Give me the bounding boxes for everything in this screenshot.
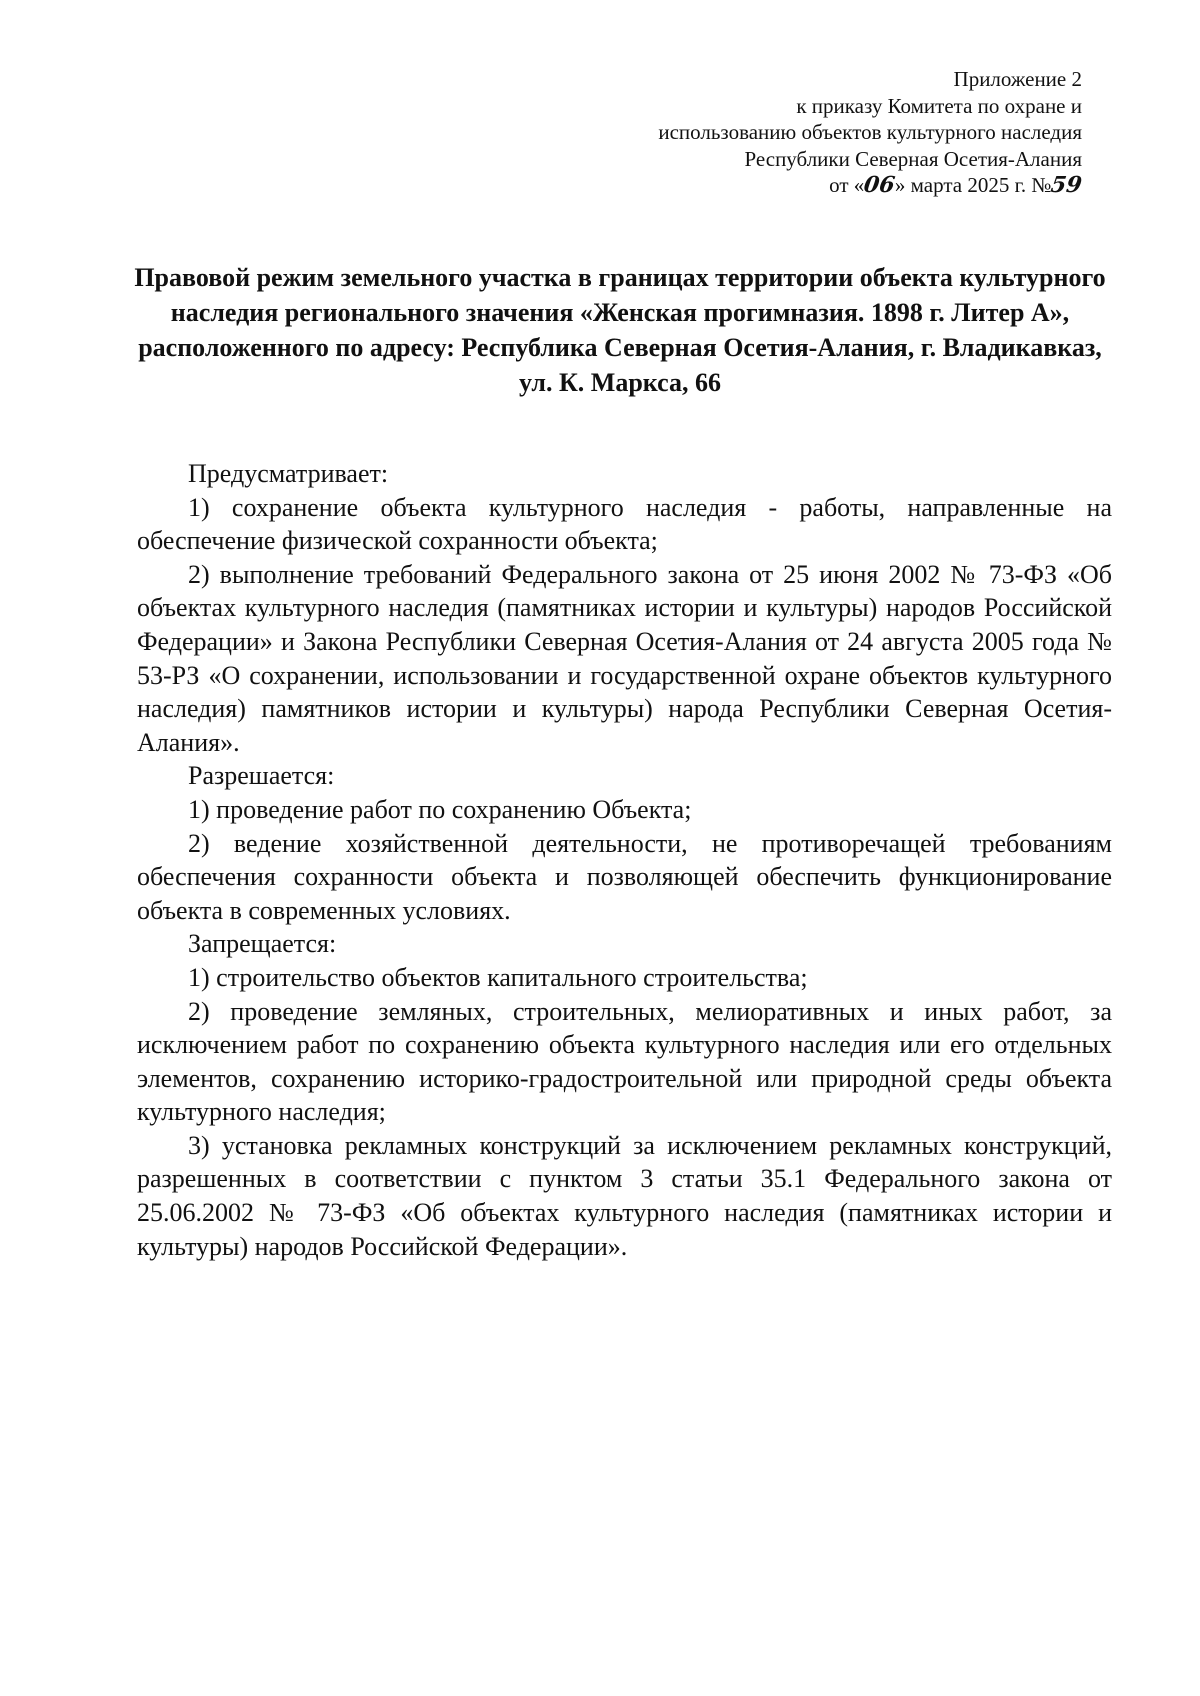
- prohibited-heading: Запрещается:: [188, 929, 337, 959]
- handwritten-number: 59: [1049, 172, 1084, 198]
- provides-item-2: 2) выполнение требований Федерального закона от 25 июня 2002 № 73-ФЗ «Об объектах культурного наследия (памятниках истории и культуры) народов Российской Федерации» и Закона Республики Северная Осетия-Алания от 24 августа 2005 года № 53-РЗ «О сохранении, использовании и государственной охране объектов культурного наследия) памятников истории и культуры) народа Республики Северная Осетия-Алания».: [137, 559, 1112, 757]
- date-middle: » марта 2025 г. №: [894, 173, 1052, 197]
- prohibited-item-3: 3) установка рекламных конструкций за исключением рекламных конструкций, разрешенных в соответствии с пунктом 3 статьи 35.1 Федерального закона от 25.06.2002 № 73-ФЗ «Об объектах культурного наследия (памятниках истории и культуры) народов Российской Федерации».: [137, 1130, 1112, 1261]
- allowed-item-1: 1) проведение работ по сохранению Объекта;: [188, 794, 692, 824]
- appendix-line-2: к приказу Комитета по охране и: [796, 93, 1082, 118]
- appendix-header: [462, 66, 1082, 199]
- handwritten-day: 06: [862, 172, 897, 198]
- date-prefix: от «: [829, 173, 865, 197]
- allowed-item-2: 2) ведение хозяйственной деятельности, не противоречащей требованиям обеспечения сохранности объекта и позволяющей обеспечить функционирование объекта в современных условиях.: [137, 828, 1112, 925]
- prohibited-item-2: 2) проведение земляных, строительных, мелиоративных и иных работ, за исключением работ по сохранению объекта культурного наследия или его отдельных элементов, сохранению историко-градостроительной или природной среды объекта культурного наследия;: [137, 996, 1112, 1127]
- prohibited-item-1: 1) строительство объектов капитального строительства;: [188, 962, 808, 992]
- document-body: [137, 457, 1112, 1263]
- allowed-heading: Разрешается:: [188, 761, 335, 791]
- appendix-line-3: использованию объектов культурного наследия: [658, 120, 1082, 144]
- appendix-line-4: Республики Северная Осетия-Алания: [744, 146, 1082, 171]
- appendix-line-1: Приложение 2: [953, 67, 1082, 91]
- document-title: Правовой режим земельного участка в границах территории объекта культурного наследия регионального значения «Женская прогимназия. 1898 г. Литер А», расположенного по адресу: Республика Северная Осетия-Алания, г. Владикавказ, ул. К. Маркса, 66: [134, 263, 1106, 397]
- provides-heading: Предусматривает:: [188, 459, 389, 488]
- appendix-line-5: [462, 172, 1082, 199]
- provides-item-1: 1) сохранение объекта культурного наследия - работы, направленные на обеспечение физической сохранности объекта;: [137, 492, 1112, 556]
